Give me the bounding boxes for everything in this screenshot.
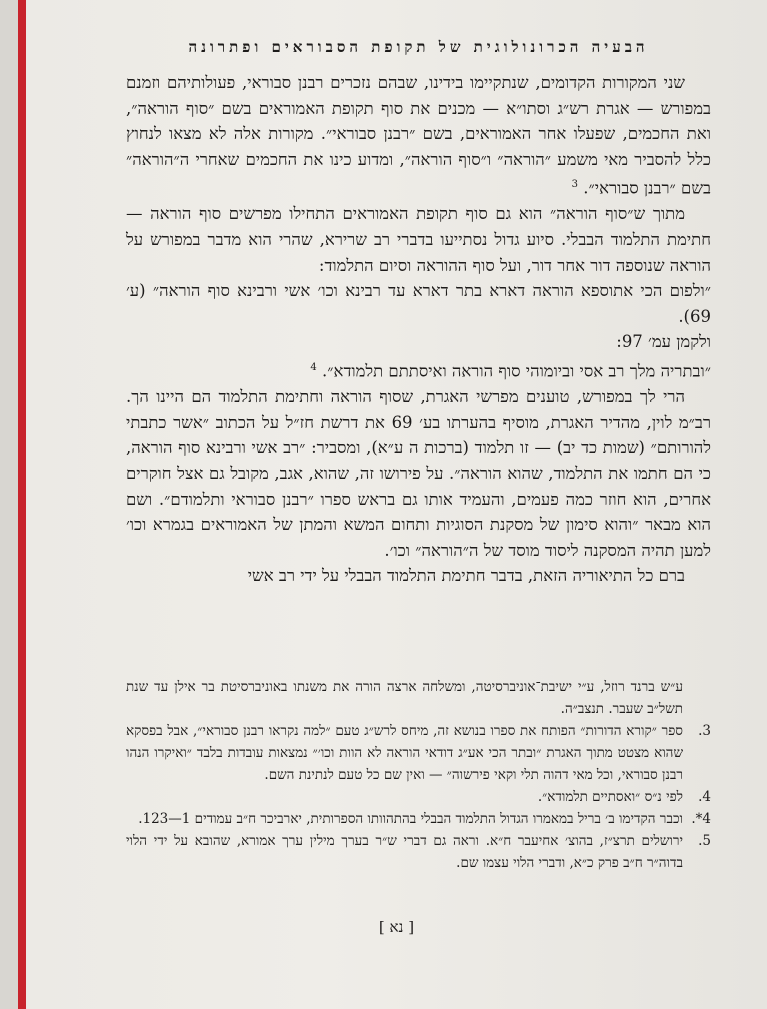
page-number: [ נא ] [378,918,415,936]
footnotes [126,676,711,874]
footnote-continuation: ע״ש ברנד רוזל, ע״י ישיבת־אוניברסיטה, ומשלחה ארצה הורה את משנתו באוניברסיטת בר אילן עד שנת תשל״ב שעבר. תנצב״ה. [126,679,683,717]
paragraph-4: ברם כל התיאוריה הזאת, בדבר חתימת התלמוד הבבלי על ידי רב אשי [247,566,685,586]
footnote-text: ירושלים תרצ״ז, בהוצ׳ אחיעבר ח״א. וראה גם דברי ש״ר בערך מילין ערך אמורא, שהובא על ידי הלוי בדוה״ר ח״ב פרק כ״א, ודברי הלוי עצמו שם. [126,833,683,871]
quote-2 [126,355,711,384]
footnote-5 [126,830,711,874]
footnote-ref-4: 4 [310,362,317,374]
footnote-4-star [126,808,711,830]
running-head: הבעיה הכרונולוגית של תקופת הסבוראים ופתרונה [188,38,649,56]
main-text [126,70,711,589]
footnote-number: 4. [698,789,711,805]
red-page-edge [18,0,26,1009]
footnote-text: וכבר הקדימו ב׳ בריל במאמרו הגדול התלמוד הבבלי בהתהוותו הספרותית, יארביכר ח״ב עמודים 1—123. [138,811,683,827]
paragraph-1-text: שני המקורות הקדומים, שנתקיימו בידינו, שבהם נזכרים רבנן סבוראי, פעולותיהם וזמנם במפורש — אגרת רש״ג וסתו״א — מכנים את סוף תקופת האמוראים בשם ״סוף הוראה״, ואת החכמים, שפעלו אחר האמוראים, בשם ״רבנן סבוראי״. מקורות אלה לא מצאו לנחוץ כלל להסביר מאי משמע ״הוראה״ ו״סוף הוראה״, ומדוע כינו את החכמים שאחרי ה״הוראה״ בשם ״רבנן סבוראי״. [126,73,711,198]
footnote-text: לפי נ״ס ״ואסתיים תלמודא״. [537,789,683,805]
paragraph-2: מתוך ש״סוף הוראה״ הוא גם סוף תקופת האמוראים התחילו מפרשים סוף הוראה — חתימת התלמוד הבבלי. סיוע גדול נסתייעו בדברי רב שרירא, שהרי הוא מדבר במפורש על הוראה שנוספה דור אחר דור, ועל סוף ההוראה וסיום התלמוד: [126,204,711,275]
footnote-4 [126,786,711,808]
paragraph-3: הרי לך במפורש, טוענים מפרשי האגרת, שסוף הוראה וחתימת התלמוד הם היינו הך. רב״מ לוין, מהדיר האגרת, מוסיף בהערתו בע׳ 69 את דרשת חז״ל על הכתוב ״אשר כתבתי להורותם״ (שמות כד יב) — זו תלמוד (ברכות ה ע״א), ומסביר: ״רב אשי ורבינא סוף הוראה, כי הם חתמו את התלמוד, שהוא הוראה״. על פירושו זה, שהוא, אגב, מקובל גם אצל חוקרים אחרים, הוא חוזר כמה פעמים, והעמיד אותו גם בראש ספרו ״רבנן סבוראי ותלמודם״. ושם הוא מבאר ״והוא סימון של מסקנת הסוגיות ותחום המשא והמתן של האמוראים בגמרא וכו׳ למען תהיה המסקנה ליסוד מוסד של ה״הוראה״ וכו׳. [126,387,711,560]
footnote-3 [126,720,711,786]
reference-line: ולקמן עמ׳ 97: [616,332,711,352]
footnote-number: 3. [698,723,711,739]
footnote-number: 4*. [691,811,711,827]
footnote-number: 5. [698,833,711,849]
quote-2-text: ״ובתריה מלך רב אסי וביומוהי סוף הוראה ואיסתתם תלמודא״. [322,361,711,381]
book-page [26,0,767,1009]
paragraph-1 [126,70,711,201]
footnote-ref-3: 3 [571,179,579,191]
quote-1: ״ולפום הכי אתוספא הוראה דארא בתר דארא עד רבינא וכו׳ אשי ורבינא סוף הוראה״ (ע׳ 69). [126,281,711,326]
footnote-text: ספר ״קורא הדורות״ הפותח את ספרו בנושא זה, מיחס לרש״ג טעם ״למה נקראו רבנן סבוראי״, אבל בפסקא שהוא מצטט מתוך האגרת ״ובתר הכי אע״ג דודאי הוראה לא הוות וכו׳״ נמצאות עובדות בלבד ״ואיקרו הנהו רבנן סבוראי, וכל מאי דהוה תלי וקאי פירשוה״ — ואין שם כל טעם לנתינת השם. [126,723,683,783]
